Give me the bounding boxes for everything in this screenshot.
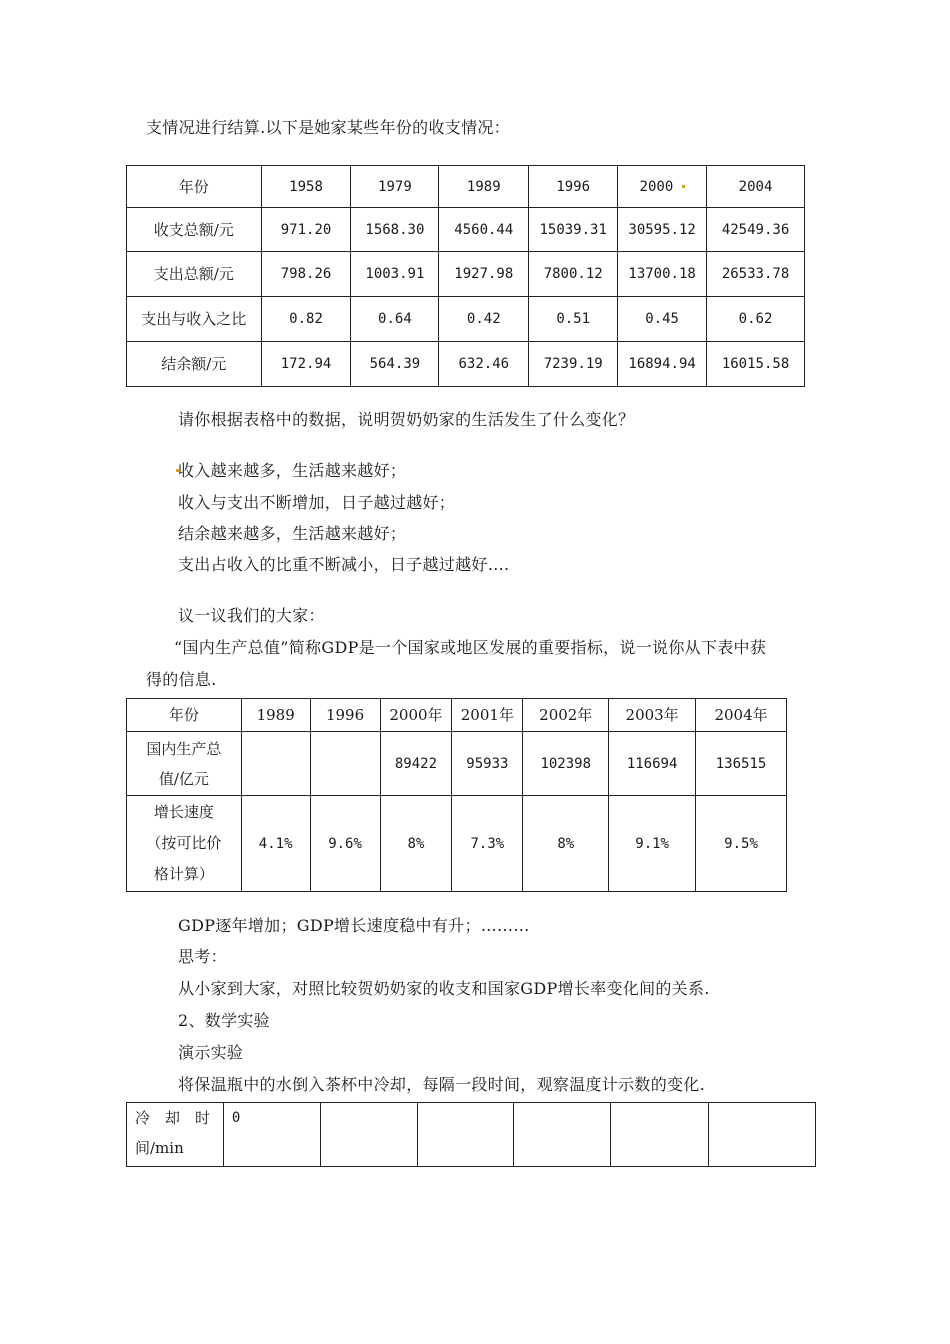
table1-cell: 0.82	[261, 297, 351, 342]
table1-cell: 26533.78	[707, 252, 805, 297]
table2-header-cell: 2002年	[523, 699, 609, 732]
demo-text: 将保温瓶中的水倒入茶杯中冷却，每隔一段时间，观察温度计示数的变化.	[178, 1075, 705, 1094]
answer-line: 结余越来越多，生活越来越好；	[178, 524, 407, 543]
table2-cell: 136515	[696, 732, 787, 796]
table1-header-cell: 1996	[529, 166, 618, 208]
table1-header-cell: 2004	[707, 166, 805, 208]
table2-cell: 8%	[380, 796, 452, 892]
table2-cell: 116694	[609, 732, 696, 796]
table2-header-cell: 1989	[241, 699, 310, 732]
table1-cell: 0.62	[707, 297, 805, 342]
table1-header-row	[127, 166, 805, 208]
table2-row-label	[127, 796, 242, 892]
table-row	[127, 342, 805, 387]
table1-cell: 798.26	[261, 252, 351, 297]
table2-header-cell: 2004年	[696, 699, 787, 732]
table3-row-label-line: 冷 却 时	[135, 1109, 211, 1127]
answer-line: 支出占收入的比重不断减小，日子越过越好….	[178, 555, 510, 574]
table1-cell: 1927.98	[439, 252, 529, 297]
table1-row-label: 支出总额/元	[127, 252, 262, 297]
table2-cell: 89422	[380, 732, 452, 796]
table2-header-cell: 年份	[127, 699, 242, 732]
table2-cell: 8%	[523, 796, 609, 892]
income-expense-table	[126, 165, 805, 387]
answer-line: 收入与支出不断增加，日子越过越好；	[178, 493, 456, 512]
table3-cell	[709, 1103, 816, 1167]
gdp-summary: GDP逐年增加；GDP增长速度稳中有升；………	[178, 916, 530, 935]
table2-cell: 95933	[452, 732, 523, 796]
table2-cell	[241, 732, 310, 796]
table3-cell	[514, 1103, 611, 1167]
table1-row-label: 收支总额/元	[127, 208, 262, 252]
think-title: 思考：	[178, 947, 227, 966]
table2-row-label-line: 国内生产总	[146, 739, 222, 758]
table1-cell: 4560.44	[439, 208, 529, 252]
table2-row-label-line: 值/亿元	[158, 769, 209, 788]
table1-cell: 1003.91	[351, 252, 439, 297]
table1-cell: 7239.19	[529, 342, 618, 387]
table1-cell: 42549.36	[707, 208, 805, 252]
table2-cell: 9.6%	[310, 796, 380, 892]
table1-cell: 15039.31	[529, 208, 618, 252]
table2-cell: 9.1%	[609, 796, 696, 892]
answer-line: 收入越来越多，生活越来越好；	[178, 461, 407, 480]
table1-header-cell: 1989	[439, 166, 529, 208]
table1-cell: 0.45	[618, 297, 707, 342]
table-row	[127, 732, 787, 796]
gdp-intro-line: 得的信息.	[146, 670, 217, 689]
question-text: 请你根据表格中的数据，说明贺奶奶家的生活发生了什么变化？	[178, 410, 635, 429]
table1-header-cell: 1958	[261, 166, 351, 208]
table3-row-label-line: 间/min	[135, 1139, 184, 1157]
marker-dot	[682, 185, 685, 188]
table1-cell: 13700.18	[618, 252, 707, 297]
discuss-title: 议一议我们的大家：	[178, 606, 325, 625]
section-heading: 2、数学实验	[178, 1011, 270, 1030]
table2-cell: 102398	[523, 732, 609, 796]
table2-header-cell: 2003年	[609, 699, 696, 732]
table1-header-cell: 年份	[127, 166, 262, 208]
table3-cell	[611, 1103, 709, 1167]
table2-header-row	[127, 699, 787, 732]
cooling-table	[126, 1102, 816, 1167]
table1-cell: 1568.30	[351, 208, 439, 252]
table1-cell: 7800.12	[529, 252, 618, 297]
gdp-intro-line: “国内生产总值”简称GDP是一个国家或地区发展的重要指标，说一说你从下表中获	[174, 638, 767, 657]
demo-title: 演示实验	[178, 1043, 244, 1062]
table1-cell: 971.20	[261, 208, 351, 252]
table2-header-cell: 1996	[310, 699, 380, 732]
table1-cell: 0.42	[439, 297, 529, 342]
table1-cell: 16894.94	[618, 342, 707, 387]
table2-row-label	[127, 732, 242, 796]
table1-cell: 172.94	[261, 342, 351, 387]
table-row	[127, 252, 805, 297]
table2-cell: 4.1%	[241, 796, 310, 892]
intro-line: 支情况进行结算.以下是她家某些年份的收支情况：	[146, 118, 510, 137]
table1-cell: 564.39	[351, 342, 439, 387]
gdp-table	[126, 698, 787, 892]
table2-row-label-line: （按可比价	[146, 834, 222, 852]
table1-cell: 0.64	[351, 297, 439, 342]
table2-header-cell: 2000年	[380, 699, 452, 732]
table2-header-cell: 2001年	[452, 699, 523, 732]
table3-cell	[417, 1103, 514, 1167]
table1-cell: 632.46	[439, 342, 529, 387]
table1-header-cell	[618, 166, 707, 208]
table1-header-cell-text: 2000	[639, 178, 674, 195]
table1-row-label: 结余额/元	[127, 342, 262, 387]
table3-cell: 0	[223, 1103, 320, 1167]
table-row	[127, 1103, 816, 1167]
table3-row-label	[127, 1103, 224, 1167]
table2-row-label-line: 增长速度	[153, 803, 214, 821]
think-text: 从小家到大家，对照比较贺奶奶家的收支和国家GDP增长率变化间的关系.	[178, 979, 710, 998]
table-row	[127, 796, 787, 892]
table2-cell	[310, 732, 380, 796]
table1-header-cell: 1979	[351, 166, 439, 208]
table1-cell: 0.51	[529, 297, 618, 342]
table-row	[127, 297, 805, 342]
table2-cell: 9.5%	[696, 796, 787, 892]
table1-row-label: 支出与收入之比	[127, 297, 262, 342]
table-row	[127, 208, 805, 252]
table2-row-label-line: 格计算）	[153, 865, 214, 883]
table3-cell	[320, 1103, 417, 1167]
table1-cell: 30595.12	[618, 208, 707, 252]
table2-cell: 7.3%	[452, 796, 523, 892]
table1-cell: 16015.58	[707, 342, 805, 387]
